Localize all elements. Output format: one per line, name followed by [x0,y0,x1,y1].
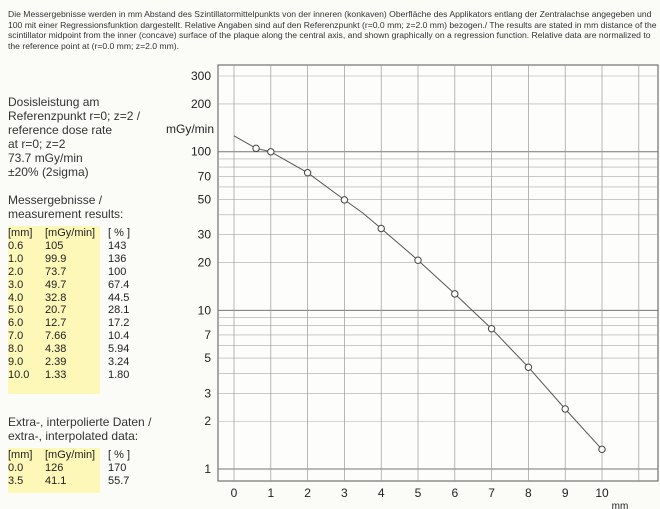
reference-line: at r=0; z=2 [8,137,66,151]
table-cell: 0.0 [8,461,24,474]
reference-line: 73.7 mGy/min [8,151,83,165]
table-cell: 55.7 [108,474,130,487]
table-cell: 3.0 [8,278,24,291]
table-cell: 1.80 [108,368,130,381]
data-point [562,406,568,412]
table-cell: 49.7 [45,278,67,291]
table-cell: 143 [108,239,127,252]
data-point [268,149,274,155]
x-tick-label: 3 [341,486,348,500]
y-tick-label: 1 [204,462,211,476]
reference-line: reference dose rate [8,123,113,137]
column-header: [ % ] [108,227,131,239]
table-cell: 136 [108,252,127,265]
data-point [253,145,259,151]
table-cell: 10.4 [108,330,130,343]
table-cell: 32.8 [45,291,67,304]
table-cell: 4.38 [45,343,67,356]
y-tick-label: 70 [197,169,211,184]
table-cell: 67.4 [108,278,130,291]
y-tick-label: 50 [197,192,211,207]
table-cell: 12.7 [45,317,67,330]
data-point [599,446,605,452]
table-cell: 7.66 [45,330,67,343]
results-heading-line: Messergebnisse / [8,193,103,207]
reference-line: Dosisleistung am [8,95,100,109]
y-tick-label: 2 [204,414,211,429]
table-cell: 73.7 [45,265,67,278]
extra-heading-line: extra-, interpolated data: [8,429,139,443]
data-point [378,225,384,231]
table-cell: 6.0 [8,317,24,330]
table-cell: 3.24 [108,356,130,369]
data-point [341,197,347,203]
table-cell: 10.0 [8,368,30,381]
x-axis-label: mm [611,501,629,509]
x-tick-label: 8 [525,486,532,500]
table-cell: 41.1 [45,474,67,487]
table-cell: 20.7 [45,304,67,317]
data-point [304,170,310,176]
x-tick-label: 0 [230,486,238,500]
table-cell: 1.0 [8,252,24,265]
data-point [415,257,421,263]
x-tick-label: 5 [414,486,422,500]
table-cell: 2.0 [8,265,24,278]
results-heading-line: measurement results: [8,207,124,221]
data-point [488,326,494,332]
y-tick-label: 20 [197,255,211,270]
table-cell: 0.6 [8,239,24,252]
x-tick-label: 6 [451,486,459,500]
extra-heading-line: Extra-, interpolierte Daten / [8,415,152,429]
y-tick-label: 5 [204,351,211,366]
column-header: [mGy/min] [45,227,96,239]
table-cell: 170 [108,461,127,474]
data-point [452,291,458,297]
x-tick-label: 1 [267,486,275,500]
y-tick-label: 10 [197,303,211,318]
y-tick-label: 300 [190,69,211,83]
x-tick-label: 7 [488,486,495,500]
table-cell: 3.5 [8,474,24,487]
intro-text: Die Messergebnisse werden in mm Abstand des Szintillatormittelpunkts von der inneren (konkaven) Oberfläche des Applikators entlang der Zentralachse angegeben und 100 mit einer Regressionsfunktion dargestellt. Relative Angaben sind auf den Referenzpunkt (r=0.0 mm; z=2.0 mm) bezogen./ The results are stated in mm distance of the scintillator midpoint from the inner (concave) surface of the plaque along the central axis, and shown graphically on a regression function. Relative data are normalized to the reference point at (r=0.0 mm; z=2.0 mm). [8,9,657,51]
table-cell: 4.0 [8,291,24,304]
table-cell: 17.2 [108,317,130,330]
table-cell: 5.0 [8,304,24,317]
table-cell: 44.5 [108,291,130,304]
reference-line: ±20% (2sigma) [8,165,89,179]
x-tick-label: 10 [595,486,609,500]
table-cell: 1.33 [45,368,67,381]
y-tick-label: 200 [190,96,211,111]
column-header: [mm] [8,227,33,239]
table-cell: 5.94 [108,343,130,356]
x-tick-label: 4 [377,486,385,500]
y-tick-label: 30 [197,227,211,242]
table-cell: 126 [45,461,64,474]
data-point [525,364,531,370]
x-tick-label: 2 [304,486,311,500]
y-tick-label: 7 [204,327,211,342]
table-cell: 7.0 [8,330,24,343]
column-header: [ % ] [108,449,131,461]
y-tick-label: 3 [204,386,211,401]
column-header: [mGy/min] [45,449,96,461]
table-cell: 100 [108,265,127,278]
x-tick-label: 9 [561,486,569,500]
table-cell: 2.39 [45,356,67,369]
column-header: [mm] [8,449,33,461]
y-axis-label: mGy/min [166,122,214,136]
table-cell: 105 [45,239,64,252]
table-cell: 99.9 [45,252,67,265]
table-cell: 28.1 [108,304,130,317]
reference-line: Referenzpunkt r=0; z=2 / [8,109,141,123]
table-cell: 9.0 [8,356,24,369]
plot-frame [218,65,658,481]
y-tick-label: 100 [190,144,211,159]
table-cell: 8.0 [8,343,24,356]
